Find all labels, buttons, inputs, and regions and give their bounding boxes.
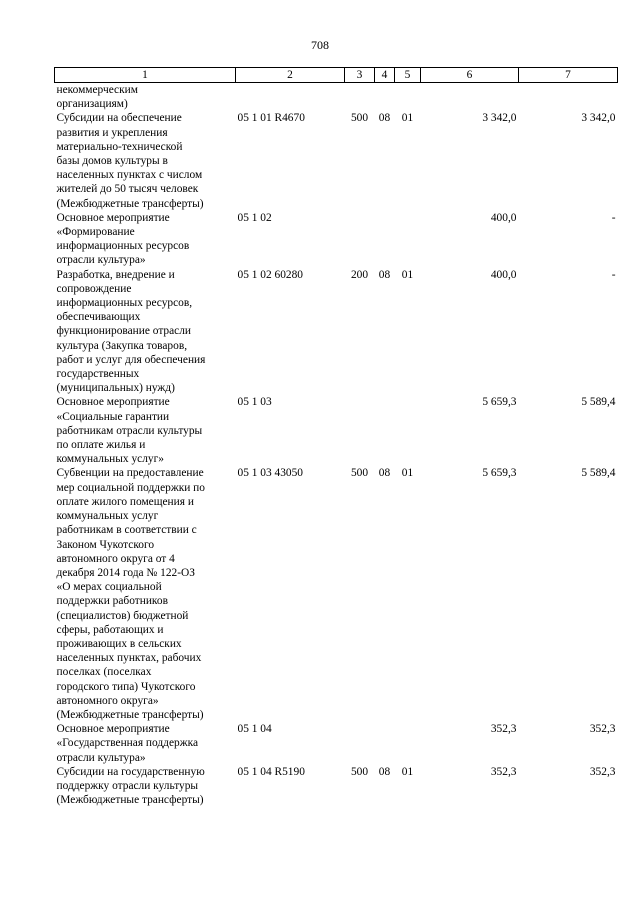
item-name-line: (специалистов) бюджетной: [56, 609, 189, 622]
section: 08: [378, 765, 391, 778]
budget-code: 05 1 02: [237, 211, 272, 224]
subsection: [395, 395, 421, 466]
item-name-line: (Межбюджетные трансферты): [56, 794, 204, 807]
item-name: [55, 466, 236, 722]
item-name-line: поддержку отрасли культуры: [56, 779, 199, 792]
budget-code: [236, 83, 345, 112]
item-name-line: обеспечивающих: [56, 311, 141, 324]
item-name-line: декабря 2014 года № 122-ОЗ: [56, 566, 195, 579]
item-name-line: организациям): [56, 98, 128, 111]
item-name-line: Законом Чукотского: [56, 538, 155, 551]
column-header-2: 2: [236, 68, 345, 83]
item-name-line: поддержки работников: [56, 595, 168, 608]
item-name-line: информационных ресурсов,: [56, 297, 193, 310]
budget-code: 05 1 04 R5190: [237, 765, 305, 778]
subsection: [395, 211, 421, 268]
item-name-line: населенных пунктах, рабочих: [56, 652, 202, 665]
table-row: [55, 268, 618, 396]
amount-col-7: 3 342,0: [581, 112, 616, 125]
item-name-line: сопровождение: [56, 282, 132, 295]
expense-type: [345, 83, 375, 112]
item-name-line: Основное мероприятие: [56, 396, 170, 409]
item-name-line: (муниципальных) нужд): [56, 382, 175, 395]
subsection: 01: [401, 467, 414, 480]
item-name-line: информационных ресурсов: [56, 240, 190, 253]
amount-col-6: [421, 83, 519, 112]
amount-col-7: -: [611, 268, 616, 281]
table-row: [55, 83, 618, 112]
item-name-line: (Межбюджетные трансферты): [56, 708, 204, 721]
section: [375, 211, 395, 268]
section: 08: [378, 268, 391, 281]
expense-type: [345, 722, 375, 765]
item-name-line: коммунальных услуг: [56, 510, 159, 523]
table-row: [55, 395, 618, 466]
item-name-line: материально-технической: [56, 140, 183, 153]
table-row: [55, 211, 618, 268]
amount-col-6: 352,3: [490, 723, 517, 736]
item-name-line: работникам в соответствии с: [56, 524, 197, 537]
item-name-line: автономного округа»: [56, 694, 159, 707]
table-row: [55, 765, 618, 808]
column-header-5: 5: [395, 68, 421, 83]
item-name-line: культура (Закупка товаров,: [56, 339, 188, 352]
item-name-line: государственных: [56, 368, 140, 381]
item-name-line: проживающих в сельских: [56, 637, 182, 650]
item-name-line: Субвенции на предоставление: [56, 467, 204, 480]
item-name-line: по оплате жилья и: [56, 439, 146, 452]
item-name-line: развития и укрепления: [56, 126, 168, 139]
item-name: [55, 268, 236, 396]
table-row: [55, 111, 618, 210]
expense-type: [345, 395, 375, 466]
item-name: [55, 211, 236, 268]
amount-col-7: 5 589,4: [581, 396, 616, 409]
item-name-line: Субсидии на обеспечение: [56, 112, 182, 125]
item-name-line: «О мерах социальной: [56, 581, 162, 594]
amount-col-6: 5 659,3: [482, 396, 517, 409]
item-name-line: отрасли культура»: [56, 751, 146, 764]
section: 08: [378, 112, 391, 125]
column-header-4: 4: [375, 68, 395, 83]
item-name-line: «Формирование: [56, 226, 135, 239]
amount-col-7: 5 589,4: [581, 467, 616, 480]
item-name: [55, 111, 236, 210]
table-row: [55, 722, 618, 765]
column-header-1: 1: [55, 68, 236, 83]
item-name-line: коммунальных услуг»: [56, 453, 164, 466]
amount-col-7: 352,3: [589, 765, 616, 778]
table-body: [55, 83, 618, 808]
amount-col-6: 5 659,3: [482, 467, 517, 480]
budget-code: 05 1 03 43050: [237, 467, 303, 480]
section: [375, 395, 395, 466]
column-header-3: 3: [345, 68, 375, 83]
item-name: [55, 765, 236, 808]
budget-code: 05 1 02 60280: [237, 268, 303, 281]
item-name-line: (Межбюджетные трансферты): [56, 197, 204, 210]
item-name-line: городского типа) Чукотского: [56, 680, 196, 693]
section: [375, 722, 395, 765]
amount-col-7: 352,3: [589, 723, 616, 736]
amount-col-6: 352,3: [490, 765, 517, 778]
expense-type: 500: [350, 467, 369, 480]
item-name-line: мер социальной поддержки по: [56, 481, 205, 494]
table-row: [55, 466, 618, 722]
section: 08: [378, 467, 391, 480]
subsection: 01: [401, 268, 414, 281]
item-name: [55, 83, 236, 112]
expense-type: 200: [350, 268, 369, 281]
item-name-line: функционирование отрасли: [56, 325, 192, 338]
item-name: [55, 722, 236, 765]
amount-col-7: -: [611, 211, 616, 224]
subsection: [395, 83, 421, 112]
item-name-line: Основное мероприятие: [56, 723, 170, 736]
item-name-line: отрасли культура»: [56, 254, 146, 267]
item-name-line: «Государственная поддержка: [56, 737, 199, 750]
expense-type: 500: [350, 765, 369, 778]
item-name-line: сферы, работающих и: [56, 623, 164, 636]
column-header-6: 6: [421, 68, 519, 83]
subsection: 01: [401, 765, 414, 778]
subsection: 01: [401, 112, 414, 125]
amount-col-6: 3 342,0: [482, 112, 517, 125]
item-name-line: работникам отрасли культуры: [56, 424, 203, 437]
item-name-line: Субсидии на государственную: [56, 765, 205, 778]
budget-table: [54, 67, 618, 807]
amount-col-6: 400,0: [490, 211, 517, 224]
item-name-line: автономного округа от 4: [56, 552, 175, 565]
item-name-line: «Социальные гарантии: [56, 410, 170, 423]
amount-col-6: 400,0: [490, 268, 517, 281]
table-header: [55, 68, 618, 83]
budget-code: 05 1 04: [237, 723, 272, 736]
item-name-line: населенных пунктах с числом: [56, 169, 203, 182]
column-header-7: 7: [519, 68, 618, 83]
item-name-line: оплате жилого помещения и: [56, 495, 194, 508]
item-name: [55, 395, 236, 466]
budget-code: 05 1 03: [237, 396, 272, 409]
item-name-line: жителей до 50 тысяч человек: [56, 183, 199, 196]
item-name-line: некоммерческим: [56, 84, 138, 96]
subsection: [395, 722, 421, 765]
budget-code: 05 1 01 R4670: [237, 112, 305, 125]
page-number: 708: [311, 38, 329, 52]
item-name-line: работ и услуг для обеспечения: [56, 353, 206, 366]
expense-type: [345, 211, 375, 268]
item-name-line: поселках (поселках: [56, 666, 152, 679]
item-name-line: базы домов культуры в: [56, 155, 168, 168]
item-name-line: Разработка, внедрение и: [56, 268, 175, 281]
amount-col-7: [519, 83, 618, 112]
section: [375, 83, 395, 112]
item-name-line: Основное мероприятие: [56, 211, 170, 224]
expense-type: 500: [350, 112, 369, 125]
header-row: [55, 68, 618, 83]
